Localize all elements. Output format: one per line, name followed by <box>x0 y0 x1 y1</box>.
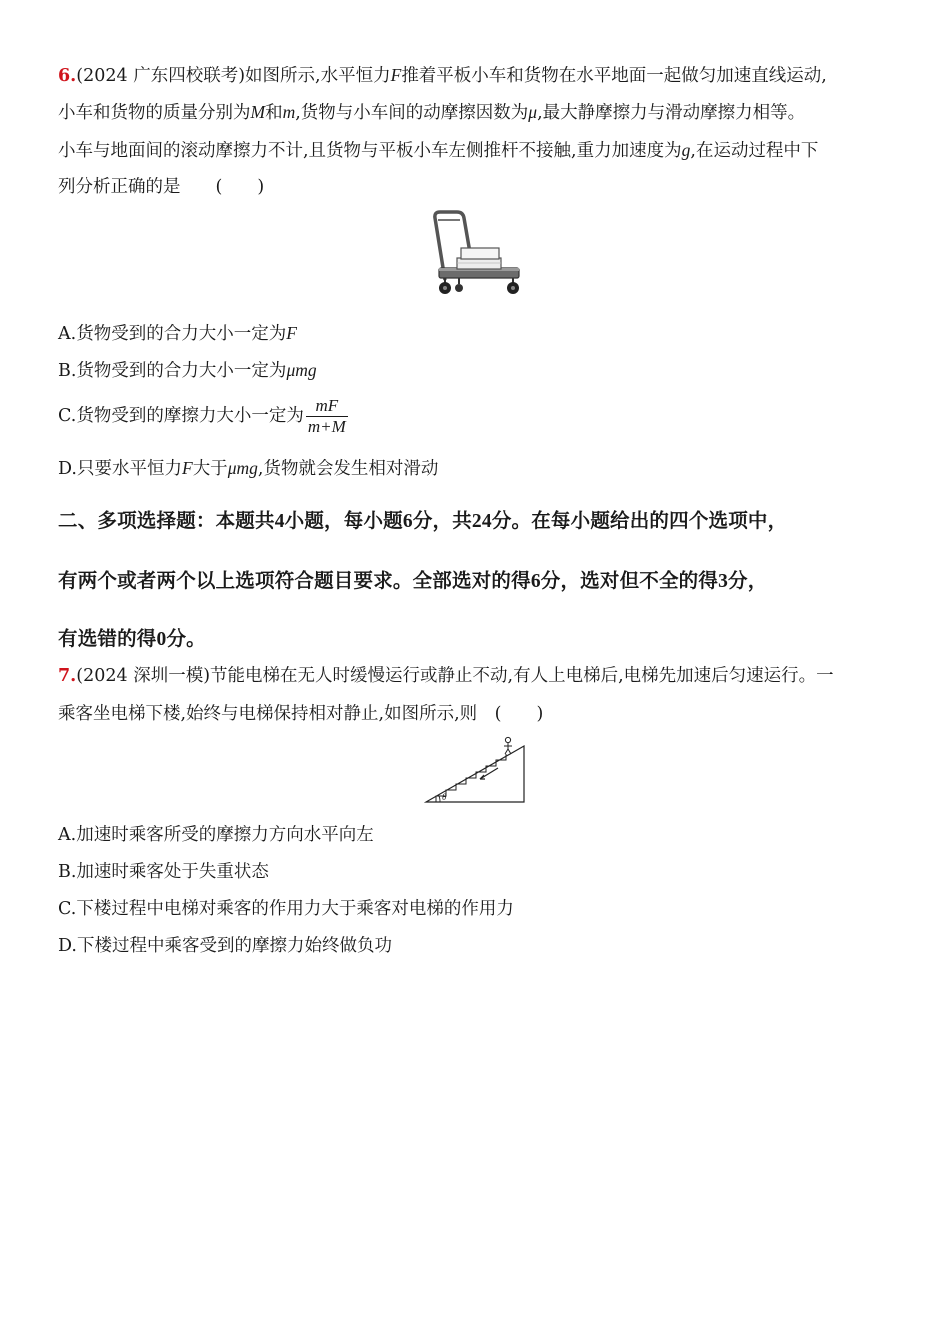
q6-option-b: B.货物受到的合力大小一定为μmg <box>58 360 317 381</box>
section-2-line-3: 有选错的得0分。 <box>58 627 206 650</box>
q7-line-2: 乘客坐电梯下楼,始终与电梯保持相对静止,如图所示,则 ( ) <box>58 704 544 724</box>
section-2-line-2: 有两个或者两个以上选项符合题目要求。全部选对的得6分，选对但不全的得3分， <box>58 569 768 592</box>
angle-label: θ <box>442 792 447 802</box>
q6-line-1: 6.(2024 广东四校联考)如图所示,水平恒力F推着平板小车和货物在水平地面一起做匀加速直线运动, <box>58 65 827 86</box>
q7-line-1: 7.(2024 深圳一模)节能电梯在无人时缓慢运行或静止不动,有人上电梯后,电梯先加速后匀速运行。一 <box>58 666 834 686</box>
trolley-figure <box>433 208 523 300</box>
q6-option-a: A.货物受到的合力大小一定为F <box>58 323 297 344</box>
q6-number: 6. <box>58 66 77 86</box>
q7-option-d: D.下楼过程中乘客受到的摩擦力始终做负功 <box>58 936 392 956</box>
q7-option-a: A.加速时乘客所受的摩擦力方向水平向左 <box>58 825 374 845</box>
section-2-line-1: 二、多项选择题：本题共4小题，每小题6分，共24分。在每小题给出的四个选项中， <box>58 509 788 532</box>
fraction: $\frac{mF}{m+M}$ <box>307 396 346 436</box>
q7-option-c: C.下楼过程中电梯对乘客的作用力大于乘客对电梯的作用力 <box>58 899 514 919</box>
q6-line-2: 小车和货物的质量分别为M和m,货物与小车间的动摩擦因数为μ,最大静摩擦力与滑动摩擦力相等。 <box>58 102 806 123</box>
q6-option-c: C.货物受到的摩擦力大小一定为 $\frac{mF}{m+M}$ <box>58 396 346 436</box>
q6-option-d: D.只要水平恒力F大于μmg,货物就会发生相对滑动 <box>58 458 439 479</box>
q6-line-3: 小车与地面间的滚动摩擦力不计,且货物与平板小车左侧推杆不接触,重力加速度为g,在运动过程中下 <box>58 140 819 161</box>
q7-option-b: B.加速时乘客处于失重状态 <box>58 862 269 882</box>
q6-line-4: 列分析正确的是 ( ) <box>58 177 265 197</box>
escalator-figure <box>424 734 528 806</box>
q7-number: 7. <box>58 666 77 686</box>
